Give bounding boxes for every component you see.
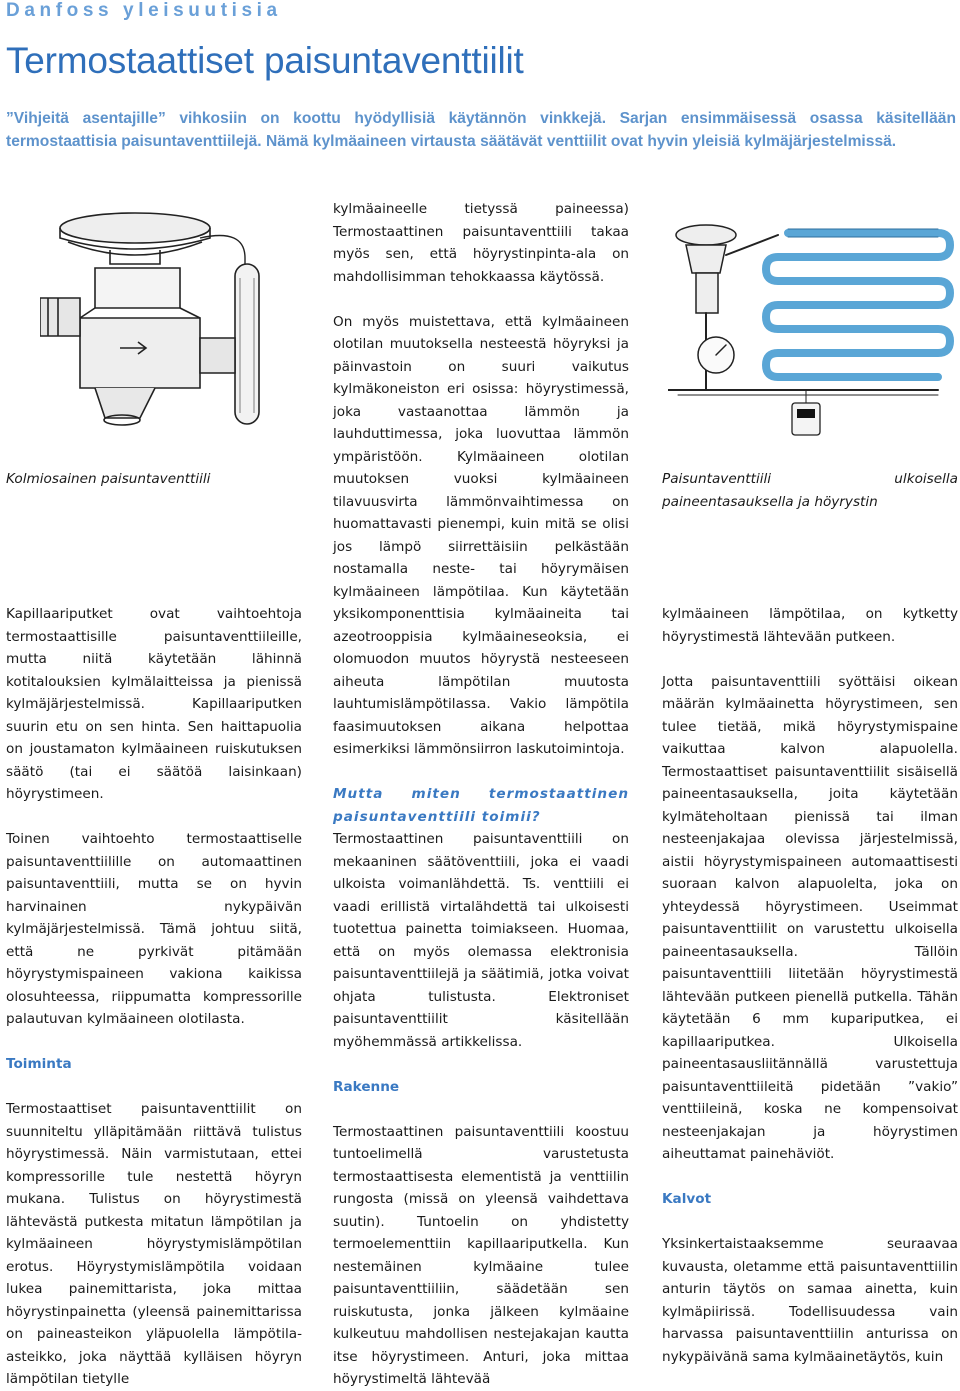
paragraph: Kapillaariputket ovat vaihtoehtoja termostaattisille paisuntaventtiileille, mutta niitä käytetään lähinnä kotitalouksien kylmälaitteissa ja pienissä kylmäjärjestelmissä. Kapillaariputken suurin etu on sen hinta. Sen haittapuolia on joustamaton kylmäaineen ruiskutuksen säätö (tai ei säätöä laisinkaan) höyrystimeen.	[6, 606, 302, 802]
paragraph: Termostaattinen paisuntaventtiili koostuu tuntoelimellä varustetusta termostaattisesta elementistä ja venttiilin rungosta (missä on yleensä vaihdettava suutin). Tuntoelin on yhdistetty termoelementtiin kapillaariputkella. Kun nestemäinen kylmäaine tulee paisuntaventtiiliin, säädetään sen ruiskutusta, jonka jälkeen kylmäaine kulkeutuu mahdollisen nestejakajan kautta itse höyrystimeen. Anturi, joka mittaa höyrystimeltä lähtevää	[333, 1123, 629, 1387]
section-heading-rakenne: Rakenne	[333, 1078, 400, 1095]
column-2	[333, 198, 629, 1391]
column-1	[6, 468, 302, 491]
valve-figure	[40, 198, 290, 443]
paragraph: Yksinkertaistaaksemme seuraavaa kuvausta, oletamme että paisuntaventtiilin anturin täytös on samaa ainetta, kuin kylmäpiirissä. Todellisuudessa vain harvassa paisuntaventtiilin anturissa on nykypäivänä sama kylmäainetäytös, kuin	[662, 1236, 958, 1365]
page-title: Termostaattiset paisuntaventtiilit	[6, 40, 524, 81]
figure-caption-right: Paisuntaventtiili ulkoisella paineentasauksella ja höyrystin	[662, 471, 958, 510]
paragraph: On myös muistettava, että kylmäaineen olotilan muutoksella nesteestä höyryksi ja päinvastoin on suuri vaikutus kylmäkoneiston eri osissa: höyrystimessä, joka vastaanottaa lämmön ja lauhduttimessa, joka luovuttaa lämmön ympäristöön. Kylmäaineen olotilan muutoksen vuoksi kylmäaineen tilavuusvirta lämmönvaihtimessa on huomattavasti pienempi, kuin mitä se olisi jos lämpö siirrettäisiin pelkästään nostamalla neste- tai höyrymäisen kylmäaineen lämpötilaa. Kun käytetään yksikomponenttisia kylmäaineita tai azeotrooppisia kylmäaineseoksia, ei olomuodon muutos höyrystä nesteeseen aiheuta lämpötilan muutosta lauhtumislämpötilassa. Vakio lämpötila faasimuutoksen aikana helpottaa esimerkiksi lämmönsiirron laskutoimintoja.	[333, 313, 629, 757]
section-heading-kalvot: Kalvot	[662, 1191, 712, 1207]
column-1-body	[6, 603, 302, 1391]
section-heading-how-it-works: Mutta miten termostaattinen paisuntaventtiili toimii?	[333, 786, 629, 825]
lead-paragraph: ”Vihjeitä asentajille” vihkosiin on koottu hyödyllisiä käytännön vinkkejä. Sarjan ensimmäisessä osassa käsitellään termostaattisia paisuntaventtiilejä. Nämä kylmäaineen virtausta säätävät venttiilit ovat hyvin yleisiä kylmäjärjestelmissä.	[6, 110, 956, 150]
section-heading-toiminta: Toiminta	[6, 1056, 72, 1072]
expansion-valve-drawing	[40, 198, 290, 443]
paragraph: kylmäaineelle tietyssä paineessa) Termostaattinen paisuntaventtiili takaa myös sen, että höyrystinpinta-ala on mahdollisimman tehokkaassa käytössä.	[333, 201, 629, 285]
section-kicker: Danfoss yleisuutisia	[6, 0, 282, 21]
column-3	[662, 468, 958, 513]
evaporator-figure	[668, 205, 960, 445]
paragraph: Jotta paisuntaventtiili syöttäisi oikean määrän kylmäainetta höyrystimeen, sen tulee tietää, mikä höyrystymispaine vaikuttaa kalvon alapuolella. Termostaattiset paisuntaventtiilit sisäisellä paineentasauksella, joita käytetään kylmäteholtaan pienissä tai ilman nesteenjakajaa olevissa järjestelmissä, aistii höyrystymispaineen automaattisesti suoraan kalvon alapuolelta, joka on yhteydessä höyrystimeen. Useimmat paisuntaventtiilit on varustettu ulkoisella paineentasauksella. Tällöin paisuntaventtiili liitetään höyrystimestä lähtevään putkeen pienellä putkella. Tähän käytetään 6 mm kupariputkea, ei kapillaariputkea. Ulkoisella paineentasausliitännällä varustettuja paisuntaventtiileitä pidetään ”vakio” venttiileinä, koska ne kompensoivat nesteenjakajan ja höyrystimen aiheuttamat painehäviöt.	[662, 673, 958, 1162]
evaporator-drawing	[668, 205, 960, 445]
figure-caption-left: Kolmiosainen paisuntaventtiili	[6, 471, 211, 487]
paragraph: Termostaattiset paisuntaventtiilit on suunniteltu ylläpitämään riittävä tulistus höyrystimessä. Näin varmistutaan, ettei kompressorille tule nestettä höyryn mukana. Tulistus on höyrystimestä lähtevästä putkesta mitatun lämpötilan ja kylmäaineen höyrystymislämpötilan erotus. Höyrystymislämpötila voidaan lukea painemittarista, joka mittaa höyrystinpainetta (yleensä painemittarissa on paineasteikon yläpuolella lämpötila-asteikko, joka näyttää kylläisen höyryn lämpötilan tietylle	[6, 1101, 302, 1387]
paragraph: Termostaattinen paisuntaventtiili on mekaaninen säätöventtiili, joka ei vaadi ulkoista voimanlähdettä. Ts. venttiili ei vaadi erillistä virtalähdettä tai ulkoisesti tuotettua painetta toimiakseen. Huomaa, että on myös olemassa elektronisia paisuntaventtiilejä ja säätimiä, jotka voivat ohjata tulistusta. Elektroniset paisuntaventtiilit käsitellään myöhemmässä artikkelissa.	[333, 831, 629, 1050]
paragraph: Toinen vaihtoehto termostaattiselle paisuntaventtiilille on automaattinen paisuntaventtiili, mutta se on hyvin harvinainen nykypäivän kylmäjärjestelmissä. Tämä johtuu siitä, että ne pyrkivät pitämään höyrystymispaineen vakiona kaikissa olosuhteessa, riippumatta kompressorille palautuvan kylmäaineen olotilasta.	[6, 831, 302, 1027]
paragraph: kylmäaineen lämpötilaa, on kytketty höyrystimestä lähtevään putkeen.	[662, 606, 958, 645]
column-3-body	[662, 603, 958, 1368]
